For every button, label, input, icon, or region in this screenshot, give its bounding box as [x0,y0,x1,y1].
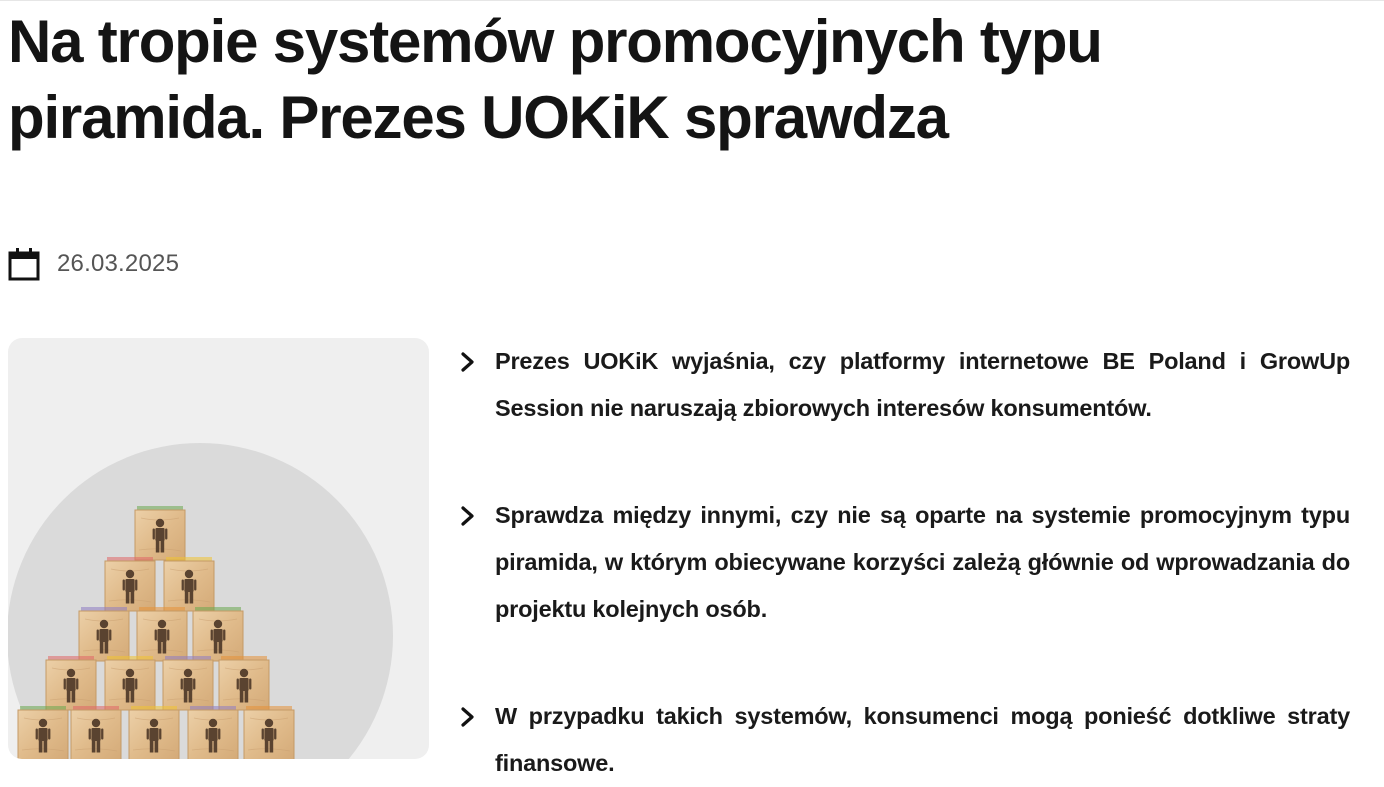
chevron-right-icon [460,706,476,728]
wooden-block [137,607,187,661]
wooden-block [105,557,155,611]
date-text: 26.03.2025 [57,250,180,277]
wooden-block [71,706,121,759]
wooden-block [46,656,96,710]
top-divider [0,0,1384,1]
wooden-block [129,706,179,759]
page-title: Na tropie systemów promocyjnych typu piramida. Prezes UOKiK sprawdza [8,8,1102,151]
wooden-block [164,557,214,611]
wooden-block [193,607,243,661]
wooden-block [163,656,213,710]
wooden-block [219,656,269,710]
key-point-item [458,693,1350,787]
wooden-block [244,706,294,759]
article-image [8,338,429,759]
wooden-block [18,706,68,759]
key-point-item [458,338,1350,432]
key-point-text: W przypadku takich systemów, konsumenci mogą ponieść dotkliwe straty finansowe. [495,703,1350,776]
wooden-block [188,706,238,759]
wooden-blocks-pyramid-illustration [8,338,429,759]
calendar-icon [8,247,40,281]
wooden-block [79,607,129,661]
key-points-list [458,338,1350,787]
wooden-block [105,656,155,710]
key-point-text: Prezes UOKiK wyjaśnia, czy platformy internetowe BE Poland i GrowUp Session nie naruszają zbiorowych interesów konsumentów. [495,348,1350,421]
chevron-right-icon [460,351,476,373]
chevron-right-icon [460,505,476,527]
key-point-text: Sprawdza między innymi, czy nie są oparte na systemie promocyjnym typu piramida, w którym obiecywane korzyści zależą głównie od wprowadzania do projektu kolejnych osób. [495,502,1350,622]
key-point-item [458,492,1350,633]
publication-date [8,244,179,284]
wooden-block [135,506,185,560]
